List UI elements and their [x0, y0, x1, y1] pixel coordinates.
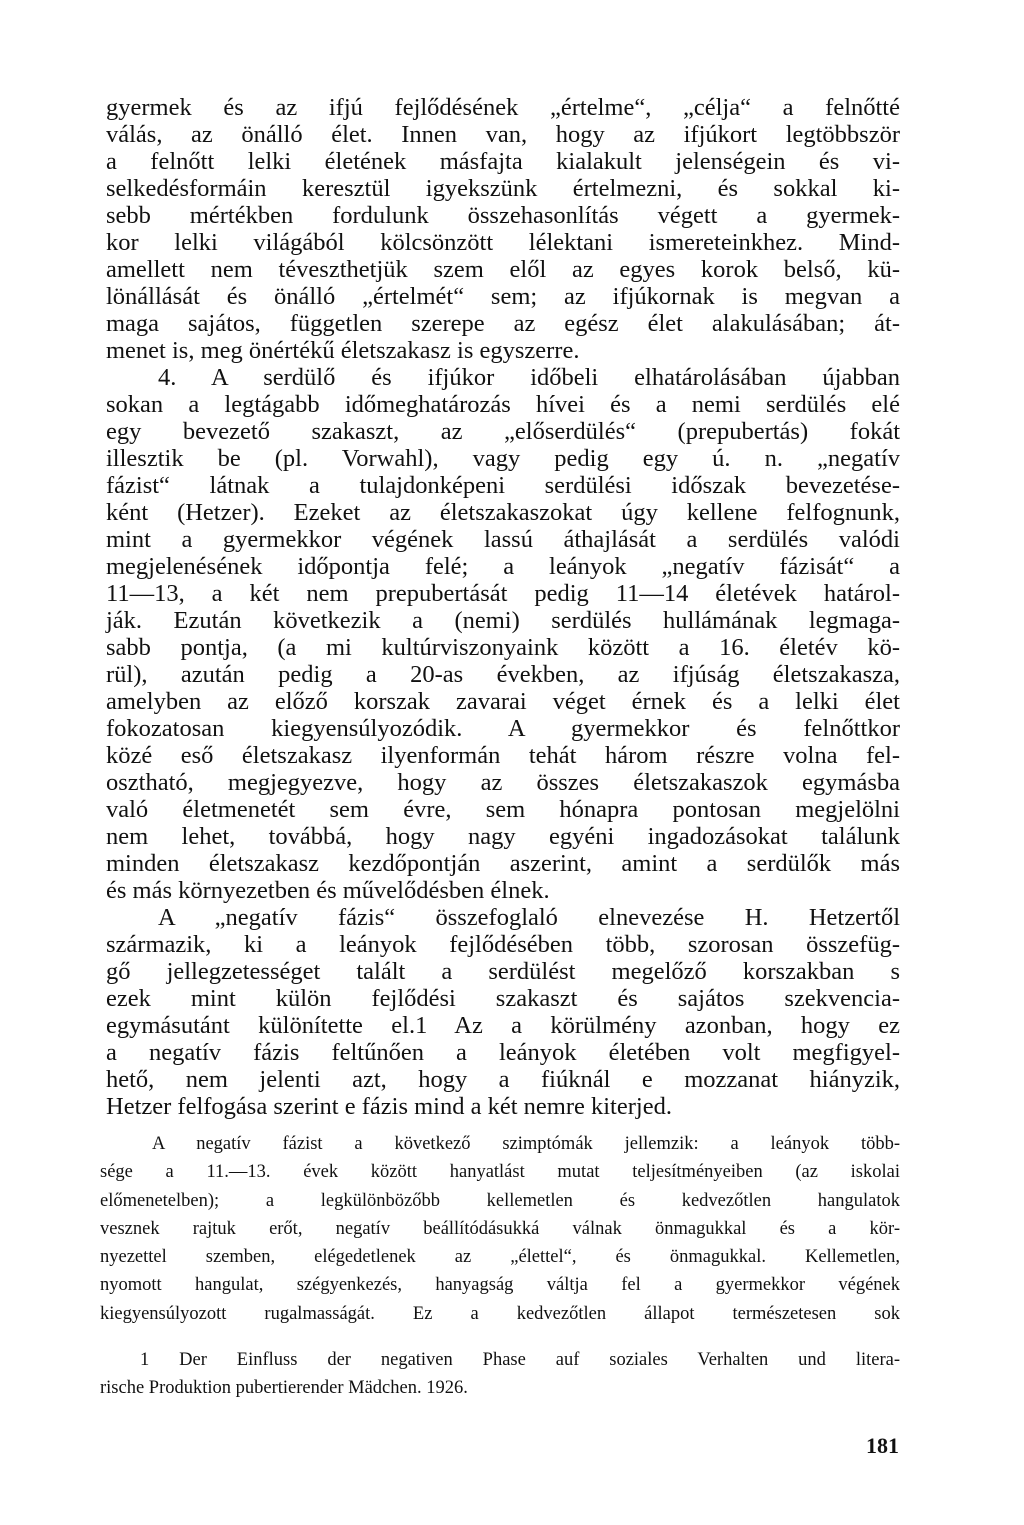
text-line: fázist“ látnak a tulajdonképeni serdülési időszak bevezetése-: [106, 472, 900, 499]
text-line: válás, az önálló élet. Innen van, hogy az ifjúkort legtöbbször: [106, 121, 900, 148]
text-line: egymásutánt különítette el.1 Az a körülmény azonban, hogy ez: [106, 1012, 900, 1039]
small-text-line: kiegyensúlyozott rugalmasságát. Ez a kedvezőtlen állapot természetesen sok: [100, 1303, 900, 1324]
text-line: ják. Ezután következik a (nemi) serdülés hullámának legmaga-: [106, 607, 900, 634]
text-line: menet is, meg önértékű életszakasz is egyszerre.: [106, 337, 580, 364]
text-line: gő jellegzetességet talált a serdülést megelőző korszakban s: [106, 958, 900, 985]
text-line: megjelenésének időpontja felé; a leányok „negatív fázisát“ a: [106, 553, 900, 580]
text-line: való életmenetét sem évre, sem hónapra pontosan megjelölni: [106, 796, 900, 823]
text-line: sabb pontja, (a mi kultúrviszonyaink között a 16. életév kö-: [106, 634, 900, 661]
footnote-line: 1 Der Einfluss der negativen Phase auf soziales Verhalten und litera-: [140, 1350, 900, 1370]
text-line: amellett nem téveszthetjük szem elől az egyes korok belső, kü-: [106, 256, 900, 283]
text-line: hető, nem jelenti azt, hogy a fiúknál e mozzanat hiányzik,: [106, 1066, 900, 1093]
small-text-line: A negatív fázist a következő szimptómák jellemzik: a leányok több-: [152, 1134, 900, 1154]
text-line: 11—13, a két nem prepubertását pedig 11—14 életévek határol-: [106, 580, 900, 607]
text-line: osztható, megjegyezve, hogy az összes életszakaszok egymásba: [106, 769, 900, 796]
text-line: kor lelki világából kölcsönzött lélektani ismereteinkhez. Mind-: [106, 229, 900, 256]
small-print-paragraph: [100, 1130, 900, 1328]
text-line: lönállását és önálló „értelmét“ sem; az ifjúkornak is megvan a: [106, 283, 900, 310]
small-text-line: vesznek rajtuk erőt, negatív beállítódásukká válnak önmagukkal és a kör-: [100, 1218, 900, 1239]
text-line: sokan a legtágabb időmeghatározás hívei és a nemi serdülés elé: [106, 391, 900, 418]
text-line: sebb mértékben fordulunk összehasonlítás végett a gyermek-: [106, 202, 900, 229]
text-line: Hetzer felfogása szerint e fázis mind a két nemre kiterjed.: [106, 1093, 672, 1120]
text-line: a negatív fázis feltűnően a leányok életében volt megfigyel-: [106, 1039, 900, 1066]
small-text-line: nyomott hangulat, szégyenkezés, hanyagság váltja fel a gyermekkor végének: [100, 1275, 900, 1296]
text-line: A „negatív fázis“ összefoglaló elnevezése H. Hetzertől: [158, 904, 900, 931]
text-line: egy bevezető szakaszt, az „előserdülés“ (prepubertás) fokát: [106, 418, 900, 445]
text-line: és más környezetben és művelődésben élnek.: [106, 877, 550, 904]
text-line: 4. A serdülő és ifjúkor időbeli elhatárolásában újabban: [158, 364, 900, 391]
small-text-line: előmenetelben); a legkülönbözőbb kellemetlen és kedvezőtlen hangulatok: [100, 1190, 900, 1211]
main-text: [106, 94, 900, 1120]
text-line: fokozatosan kiegyensúlyozódik. A gyermekkor és felnőttkor: [106, 715, 900, 742]
text-line: közé eső életszakasz ilyenformán tehát három részre volna fel-: [106, 742, 900, 769]
text-line: ként (Hetzer). Ezeket az életszakaszokat úgy kellene felfognunk,: [106, 499, 900, 526]
text-line: selkedésformáin keresztül igyekszünk értelmezni, és sokkal ki-: [106, 175, 900, 202]
text-line: rül), azután pedig a 20-as években, az ifjúság életszakasza,: [106, 661, 900, 688]
text-line: ezek mint külön fejlődési szakaszt és sajátos szekvencia-: [106, 985, 900, 1012]
footnote: [100, 1346, 900, 1403]
small-text-line: nyezettel szemben, elégedetlenek az „élettel“, és önmagukkal. Kellemetlen,: [100, 1247, 900, 1268]
text-line: mint a gyermekkor végének lassú áthajlását a serdülés valódi: [106, 526, 900, 553]
text-line: illesztik be (pl. Vorwahl), vagy pedig egy ú. n. „negatív: [106, 445, 900, 472]
small-text-line: sége a 11.—13. évek között hanyatlást mutat teljesítményeiben (az iskolai: [100, 1162, 900, 1183]
text-line: minden életszakasz kezdőpontján aszerint, amint a serdülők más: [106, 850, 900, 877]
page-number: 181: [866, 1433, 899, 1458]
text-line: maga sajátos, független szerepe az egész élet alakulásában; át-: [106, 310, 900, 337]
text-line: nem lehet, továbbá, hogy nagy egyéni ingadozásokat találunk: [106, 823, 900, 850]
text-line: gyermek és az ifjú fejlődésének „értelme“, „célja“ a felnőtté: [106, 94, 900, 121]
text-line: amelyben az előző korszak zavarai véget érnek és a lelki élet: [106, 688, 900, 715]
text-line: a felnőtt lelki életének másfajta kialakult jelenségein és vi-: [106, 148, 900, 175]
footnote-line: rische Produktion pubertierender Mädchen. 1926.: [100, 1378, 468, 1399]
text-line: származik, ki a leányok fejlődésében több, szorosan összefüg-: [106, 931, 900, 958]
